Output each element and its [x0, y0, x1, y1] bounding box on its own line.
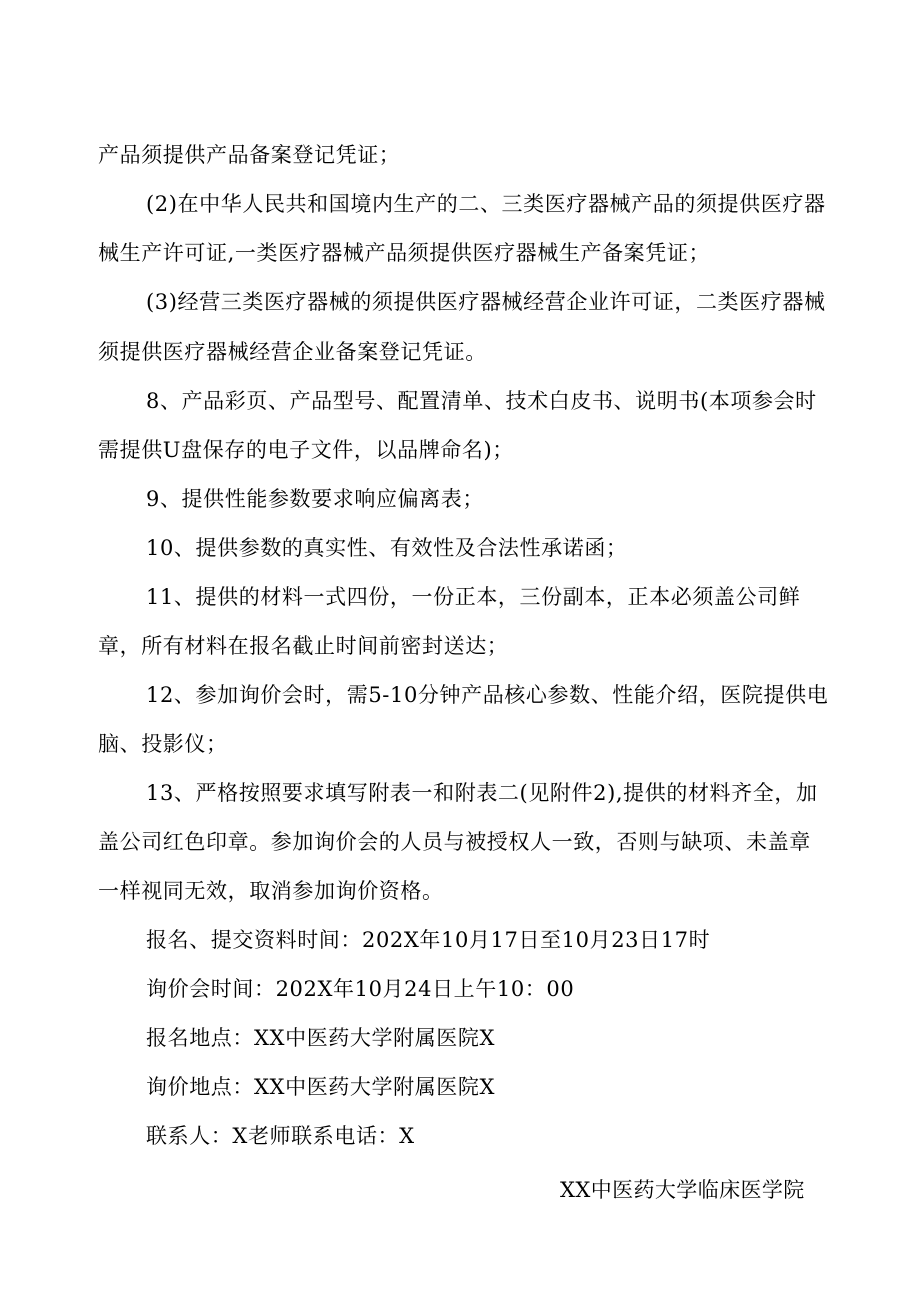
item-11-line-1: 11、提供的材料一式四份，一份正本，三份副本，正本必须盖公司鲜	[146, 585, 801, 609]
issuer-signature: XX中医药大学临床医学院	[560, 1178, 805, 1202]
registration-time: 报名、提交资料时间：202X年10月17日至10月23日17时	[146, 928, 711, 952]
item-13-line-3: 一样视同无效，取消参加询价资格。	[98, 879, 444, 903]
item-8-line-2: 需提供U盘保存的电子文件，以品牌命名)；	[98, 438, 514, 462]
paragraph-line-4: (3)经营三类医疗器械的须提供医疗器械经营企业许可证，二类医疗器械	[146, 290, 826, 314]
item-10: 10、提供参数的真实性、有效性及合法性承诺函；	[146, 536, 628, 560]
paragraph-line-3: 械生产许可证,一类医疗器械产品须提供医疗器械生产备案凭证；	[98, 241, 711, 265]
item-13-line-2: 盖公司红色印章。参加询价会的人员与被授权人一致，否则与缺项、未盖章	[98, 830, 811, 854]
item-9: 9、提供性能参数要求响应偏离表；	[146, 487, 484, 511]
paragraph-line-5: 须提供医疗器械经营企业备案登记凭证。	[98, 340, 487, 364]
inquiry-meeting-time: 询价会时间：202X年10月24日上午10：00	[146, 977, 575, 1001]
item-12-line-1: 12、参加询价会时，需5-10分钟产品核心参数、性能介绍，医院提供电	[146, 683, 829, 707]
registration-location: 报名地点：XX中医药大学附属医院X	[146, 1026, 496, 1050]
item-13-line-1: 13、严格按照要求填写附表一和附表二(见附件2),提供的材料齐全，加	[146, 781, 818, 805]
paragraph-line-2: (2)在中华人民共和国境内生产的二、三类医疗器械产品的须提供医疗器	[146, 192, 826, 216]
inquiry-location: 询价地点：XX中医药大学附属医院X	[146, 1075, 496, 1099]
contact-info: 联系人：X老师联系电话：X	[146, 1124, 415, 1148]
item-11-line-2: 章，所有材料在报名截止时间前密封送达；	[98, 634, 509, 658]
paragraph-line-1: 产品须提供产品备案登记凭证；	[98, 143, 401, 167]
item-8-line-1: 8、产品彩页、产品型号、配置清单、技术白皮书、说明书(本项参会时	[146, 389, 817, 413]
item-12-line-2: 脑、投影仪；	[98, 732, 228, 756]
